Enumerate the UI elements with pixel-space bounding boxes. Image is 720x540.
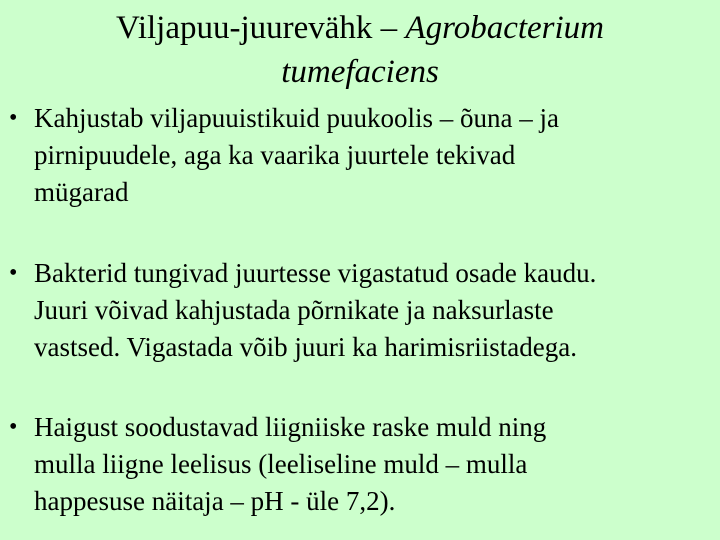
title-plain-text: Viljapuu-juurevähk –	[115, 10, 406, 46]
bullet-text: Haigust soodustavad liigniiske raske muld ning mulla liigne leelisus (leeliseline muld – mulla happesuse näitaja – pH - üle 7,2).	[34, 412, 547, 516]
bullet-text: Kahjustab viljapuuistikuid puukoolis – õuna – ja pirnipuudele, aga ka vaarika juurtele tekivad mügarad	[34, 103, 559, 207]
bullet-dot-icon: •	[9, 105, 18, 131]
title-italic-line1: Agrobacterium	[405, 10, 605, 46]
title-italic-line2: tumefaciens	[281, 54, 439, 90]
bullet-dot-icon: •	[9, 260, 18, 286]
bullet-text: Bakterid tungivad juurtesse vigastatud osade kaudu. Juuri võivad kahjustada põrnikate ja naksurlaste vastsed. Vigastada võib juuri ka harimisriistadega.	[34, 258, 597, 362]
bullet-dot-icon: •	[9, 414, 18, 440]
